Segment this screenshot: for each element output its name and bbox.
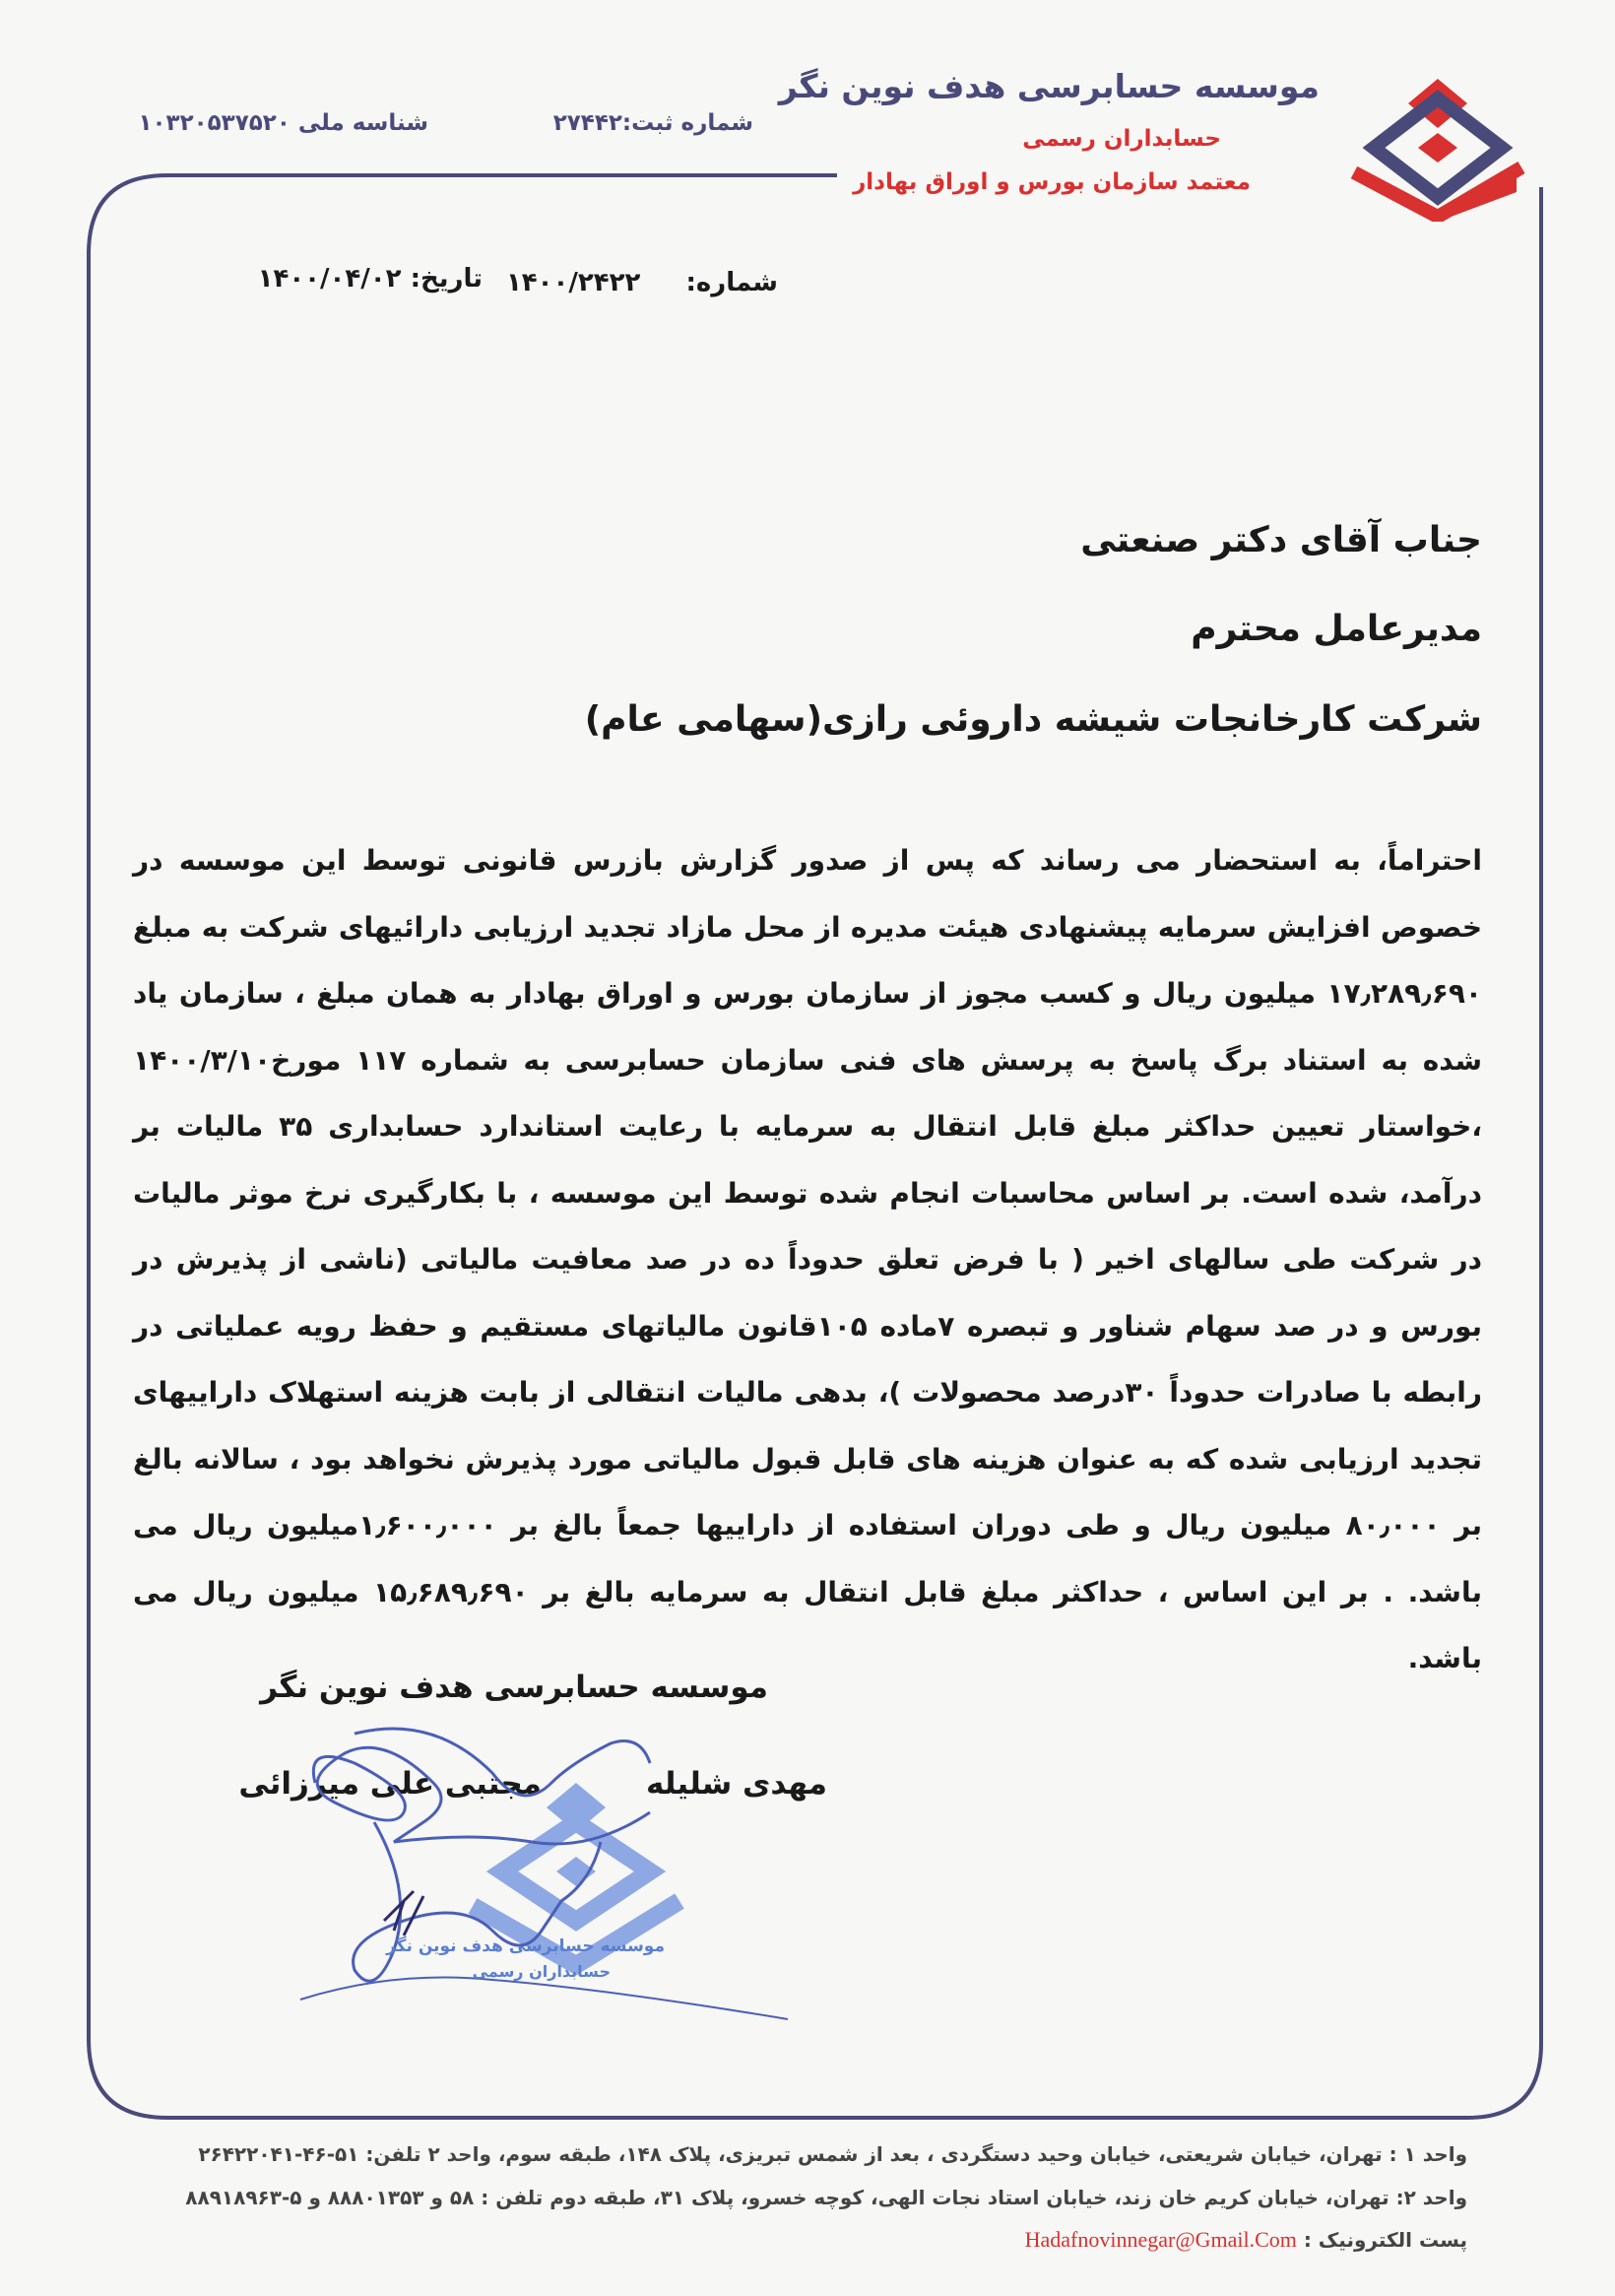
letter-number xyxy=(506,268,778,297)
stamp-org-name: موسسه حسابرسی هدف نوین نگر xyxy=(386,1936,665,1956)
letter-date-label: تاریخ: xyxy=(410,264,483,294)
letter-number-value: ۱۴۰۰/۲۴۲۲ xyxy=(505,268,641,297)
stamp-subtitle: حسابداران رسمی xyxy=(472,1962,611,1981)
letter-number-label: شماره: xyxy=(685,268,778,297)
org-name: موسسه حسابرسی هدف نوین نگر xyxy=(778,67,1320,105)
signature-org: موسسه حسابرسی هدف نوین نگر xyxy=(260,1670,768,1705)
company-logo xyxy=(1344,74,1531,222)
letter-body-paragraph: احتراماً، به استحضار می رساند که پس از صدور گزارش بازرس قانونی توسط این موسسه در خصوص افزایش سرمایه پیشنهادی هیئت مدیره از محل مازاد تجدید ارزیابی دارائیهای شرکت به مبلغ ۱۷٫۲۸۹٫۶۹۰ میلیون ریال و کسب مجوز از سازمان بورس و اوراق بهادار به همان مبلغ ، سازمان یاد شده به استناد برگ پاسخ به پرسش های فنی سازمان حسابرسی به شماره ۱۱۷ مورخ۱۴۰۰/۳/۱۰ ،خواستار تعیین حداکثر مبلغ قابل انتقال به سرمایه با رعایت استاندارد حسابداری ۳۵ مالیات بر درآمد، شده است. بر اساس محاسبات انجام شده توسط این موسسه ، با بکارگیری نرخ موثر مالیات در شرکت طی سالهای اخیر ( با فرض تعلق حدوداً ده در صد معافیت مالیاتی (ناشی از پذیرش در بورس و در صد سهام شناور و تبصره ۷ماده ۱۰۵قانون مالیاتهای مستقیم و حفظ رویه عملیاتی در رابطه با صادرات حدوداً ۳۰درصد محصولات )، بدهی مالیات انتقالی از بابت هزینه استهلاک داراییهای تجدید ارزیابی شده که به عنوان هزینه های قابل قبول مالیاتی مورد پذیرش نخواهد بود ، سالانه بالغ بر ۸۰٫۰۰۰ میلیون ریال و طی دوران استفاده از داراییها جمعاً بالغ بر ۱٫۶۰۰٫۰۰۰میلیون ریال می باشد. . بر این اساس ، حداکثر مبلغ قابل انتقال به سرمایه بالغ بر ۱۵٫۶۸۹٫۶۹۰ میلیون ریال می باشد. xyxy=(133,844,1483,1674)
letter-body xyxy=(133,827,1482,1692)
footer-email-label: پست الکترونیک : xyxy=(1303,2228,1467,2252)
national-id: شناسه ملی ۱۰۳۲۰۵۳۷۵۲۰ xyxy=(138,110,428,136)
footer-address-2: واحد ۲: تهران، خیابان کریم خان زند، خیابان استاد نجات الهی، کوچه خسرو، پلاک ۳۱، طبقه دوم تلفن : ۵۸ و ۸۸۸۰۱۳۵۳ و ۵-۸۸۹۱۸۹۶۳ xyxy=(185,2186,1467,2209)
footer-email-link[interactable]: Hadafnovinnegar@Gmail.Com xyxy=(1024,2227,1297,2252)
letter-date xyxy=(258,264,483,294)
footer-email xyxy=(1025,2227,1467,2253)
letter-date-value: ۱۴۰۰/۰۴/۰۲ xyxy=(257,264,402,294)
signer-name-1: مهدی شلیله xyxy=(645,1766,827,1802)
footer-address-1: واحد ۱ : تهران، خیابان شریعتی، خیابان وحید دستگردی ، بعد از شمس تبریزی، پلاک ۱۴۸، طبقه سوم، واحد ۲ تلفن: ۵۱-۴۶-۲۶۴۲۲۰۴۱ xyxy=(198,2142,1467,2166)
registration-number: شماره ثبت:۲۷۴۴۲ xyxy=(552,110,753,136)
company-stamp xyxy=(295,1724,827,2029)
addressee-title: مدیرعامل محترم xyxy=(1191,609,1482,649)
signer-name-2: مجتبی علی میرزائی xyxy=(238,1766,542,1802)
addressee-name: جناب آقای دکتر صنعتی xyxy=(1080,520,1482,560)
addressee-company: شرکت کارخانجات شیشه داروئی رازی(سهامی عام) xyxy=(584,699,1482,740)
org-subtitle-trusted: معتمد سازمان بورس و اوراق بهادار xyxy=(853,169,1251,195)
org-subtitle-accountants: حسابداران رسمی xyxy=(1022,126,1221,152)
